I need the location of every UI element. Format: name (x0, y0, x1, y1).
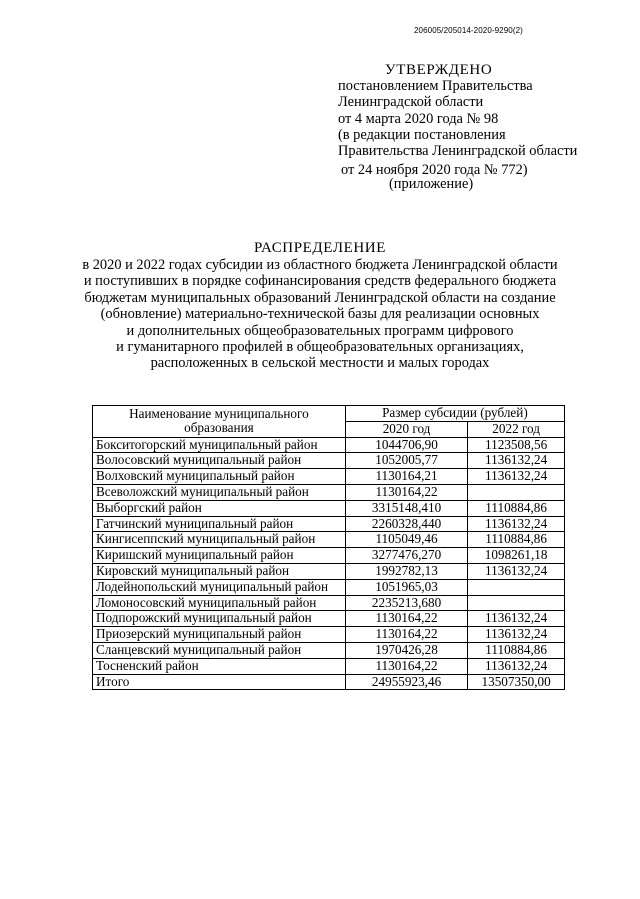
approval-line: от 24 ноября 2020 года № 772) (341, 162, 528, 179)
municipality-cell: Кировский муниципальный район (93, 563, 346, 579)
table-row (93, 548, 565, 564)
amount-2020-cell: 1130164,21 (345, 469, 467, 485)
description-line: расположенных в сельской местности и малых городах (150, 355, 490, 372)
description-line: и поступивших в порядке софинансирования средств федерального бюджета (83, 273, 557, 290)
subsidy-table (92, 405, 565, 690)
amount-2022-cell: 1136132,24 (468, 611, 565, 627)
table-row (93, 563, 565, 579)
amount-2022-cell (468, 579, 565, 595)
amount-2020-cell: 2260328,440 (345, 516, 467, 532)
approval-line: постановлением Правительства (338, 78, 533, 95)
approval-line: от 4 марта 2020 года № 98 (338, 110, 499, 127)
distribution-description (0, 257, 640, 372)
header-municipality: Наименование муниципального образования (93, 406, 346, 438)
municipality-cell: Приозерский муниципальный район (93, 627, 346, 643)
amount-2020-cell: 3277476,270 (345, 548, 467, 564)
approval-line: Ленинградской области (338, 94, 484, 111)
table-body (93, 437, 565, 690)
description-line: в 2020 и 2022 годах субсидии из областного бюджета Ленинградской области (82, 257, 558, 273)
amount-2020-cell: 1970426,28 (345, 642, 467, 658)
total-row (93, 674, 565, 690)
amount-2020-cell: 1052005,77 (345, 453, 467, 469)
municipality-cell: Сланцевский муниципальный район (93, 642, 346, 658)
amount-2022-cell: 1123508,56 (468, 437, 565, 453)
amount-2020-cell: 24955923,46 (345, 674, 467, 690)
distribution-heading (0, 240, 640, 372)
table-row (93, 579, 565, 595)
table-row (93, 453, 565, 469)
amount-2022-cell: 1136132,24 (468, 516, 565, 532)
amount-2022-cell (468, 484, 565, 500)
table-row (93, 437, 565, 453)
table-row (93, 642, 565, 658)
amount-2022-cell: 1110884,86 (468, 500, 565, 516)
municipality-cell: Бокситогорский муниципальный район (93, 437, 346, 453)
amount-2020-cell: 1051965,03 (345, 579, 467, 595)
header-year-2020: 2020 год (345, 421, 467, 437)
table-row (93, 611, 565, 627)
amount-2022-cell: 1110884,86 (468, 642, 565, 658)
municipality-cell: Тосненский район (93, 658, 346, 674)
table-header-row (93, 406, 565, 422)
table-row (93, 484, 565, 500)
amount-2022-cell: 1098261,18 (468, 548, 565, 564)
table-row (93, 469, 565, 485)
municipality-cell: Подпорожский муниципальный район (93, 611, 346, 627)
amount-2020-cell: 1992782,13 (345, 563, 467, 579)
header-year-2022: 2022 год (468, 421, 565, 437)
amount-2022-cell: 1136132,24 (468, 658, 565, 674)
approval-line: (приложение) (389, 176, 474, 193)
table-row (93, 595, 565, 611)
description-line: (обновление) материально-технической базы для реализации основных (100, 306, 540, 323)
description-line: бюджетам муниципальных образований Ленинградской области на создание (84, 289, 556, 306)
amount-2022-cell: 13507350,00 (468, 674, 565, 690)
table-row (93, 532, 565, 548)
municipality-cell: Киришский муниципальный район (93, 548, 346, 564)
approval-block (338, 62, 577, 193)
municipality-cell: Гатчинский муниципальный район (93, 516, 346, 532)
amount-2022-cell: 1136132,24 (468, 469, 565, 485)
amount-2020-cell: 1130164,22 (345, 484, 467, 500)
amount-2022-cell: 1136132,24 (468, 453, 565, 469)
amount-2020-cell: 1105049,46 (345, 532, 467, 548)
municipality-cell: Всеволожский муниципальный район (93, 484, 346, 500)
municipality-cell: Волховский муниципальный район (93, 469, 346, 485)
header-subsidy-amount: Размер субсидии (рублей) (345, 406, 564, 422)
municipality-cell: Итого (93, 674, 346, 690)
amount-2020-cell: 1130164,22 (345, 627, 467, 643)
amount-2022-cell: 1110884,86 (468, 532, 565, 548)
approval-line: Правительства Ленинградской области (338, 143, 578, 160)
municipality-cell: Кингисеппский муниципальный район (93, 532, 346, 548)
amount-2022-cell (468, 595, 565, 611)
table-row (93, 500, 565, 516)
amount-2022-cell: 1136132,24 (468, 627, 565, 643)
municipality-cell: Волосовский муниципальный район (93, 453, 346, 469)
municipality-cell: Ломоносовский муниципальный район (93, 595, 346, 611)
amount-2020-cell: 1130164,22 (345, 611, 467, 627)
amount-2022-cell: 1136132,24 (468, 563, 565, 579)
table-row (93, 516, 565, 532)
municipality-cell: Выборгский район (93, 500, 346, 516)
description-line: и гуманитарного профилей в общеобразовательных организациях, (116, 339, 524, 356)
amount-2020-cell: 1044706,90 (345, 437, 467, 453)
amount-2020-cell: 2235213,680 (345, 595, 467, 611)
description-line: и дополнительных общеобразовательных программ цифрового (126, 322, 514, 339)
table-row (93, 627, 565, 643)
distribution-title: РАСПРЕДЕЛЕНИЕ (253, 240, 386, 256)
municipality-cell: Лодейнопольский муниципальный район (93, 579, 346, 595)
approval-line: (в редакции постановления (338, 126, 506, 143)
amount-2020-cell: 3315148,410 (345, 500, 467, 516)
amount-2020-cell: 1130164,22 (345, 658, 467, 674)
document-number: 206005/205014-2020-9290(2) (414, 26, 523, 35)
table-row (93, 658, 565, 674)
approval-title: УТВЕРЖДЕНО (385, 62, 493, 78)
